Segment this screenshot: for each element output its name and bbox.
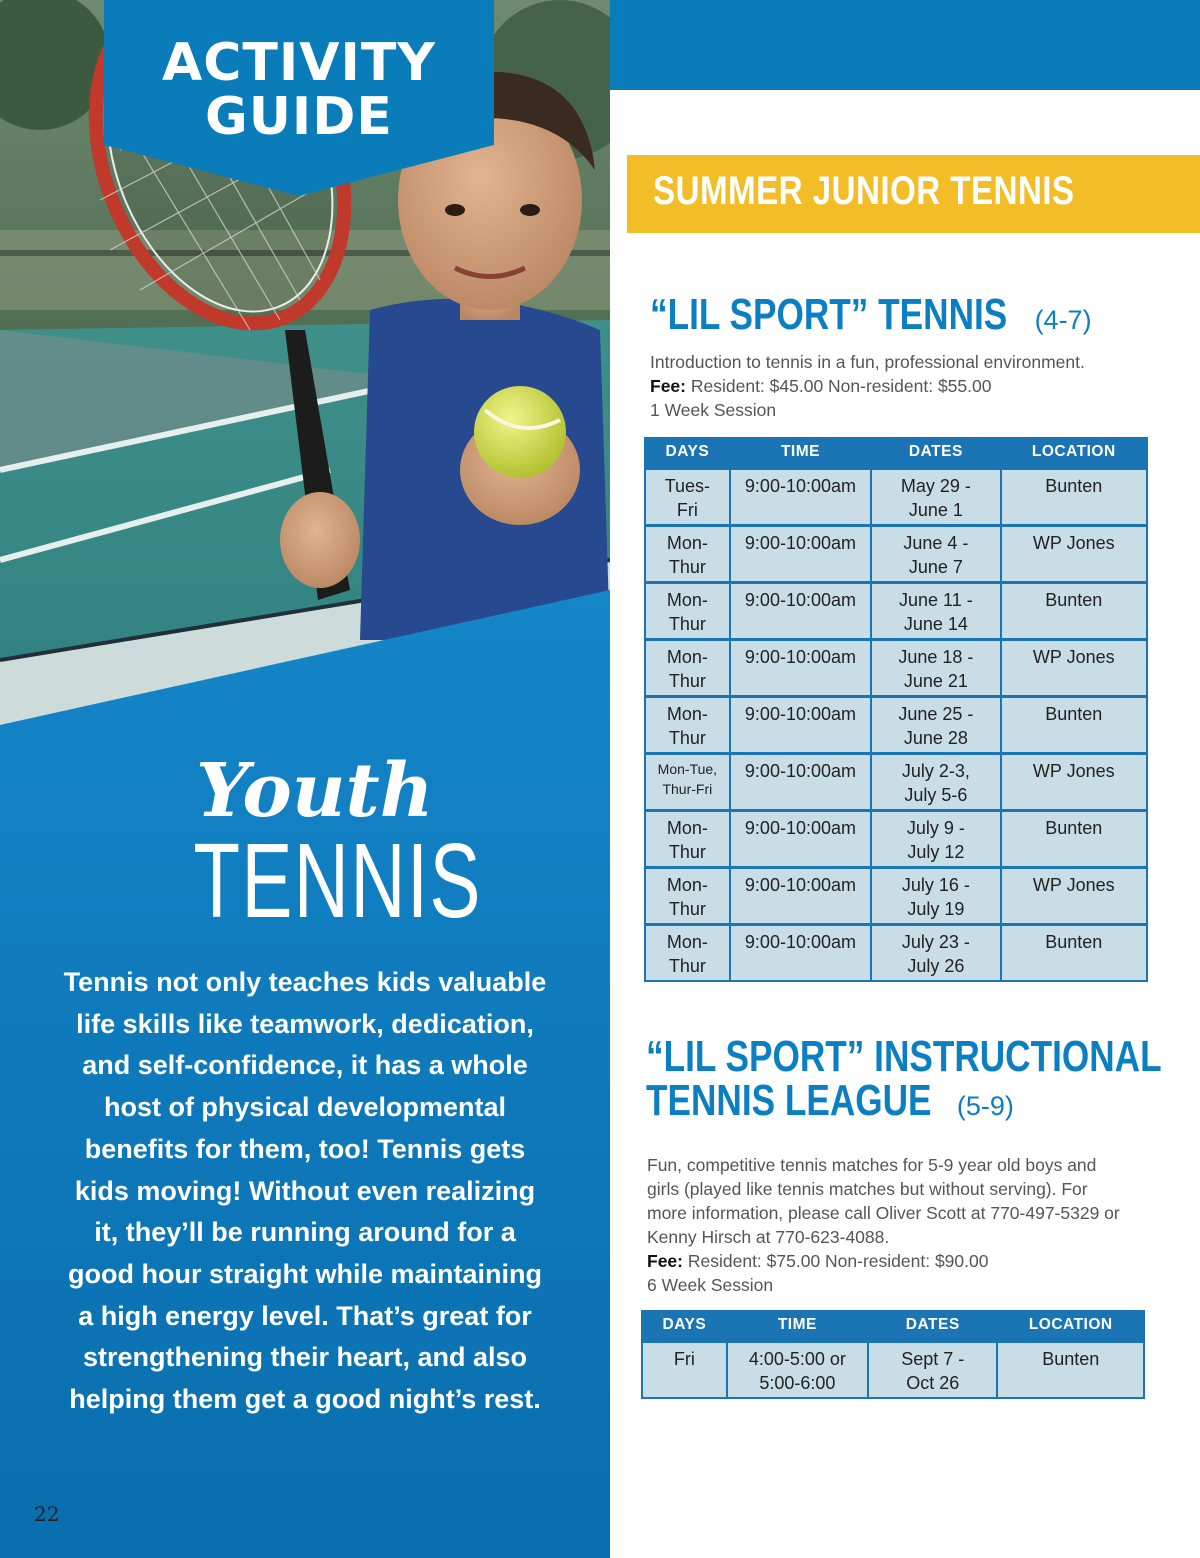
cell-dates-line: July 2-3, — [901, 761, 970, 781]
cell-days — [645, 925, 730, 982]
cell-dates-line: Sept 7 - — [901, 1349, 965, 1369]
cell-days-line: Mon- — [666, 704, 708, 724]
program2-session: 6 Week Session — [647, 1275, 774, 1295]
program2-fee-label: Fee: — [647, 1251, 683, 1271]
cell-time: 9:00-10:00am — [730, 526, 871, 583]
cell-dates — [868, 1342, 997, 1399]
cell-location: WP Jones — [1001, 640, 1147, 697]
cell-dates-line: June 25 - — [898, 704, 974, 724]
col-header-days: DAYS — [645, 437, 730, 469]
table-row — [645, 640, 1147, 697]
cell-dates — [871, 469, 1000, 526]
cell-days-line: Mon- — [666, 932, 708, 952]
intro-paragraph: Tennis not only teaches kids valuable life skills like teamwork, dedication, and self-confidence, it has a whole host of physical developmental benefits for them, too! Tennis gets kids moving! Without even realizing it, they’ll be running around for a good hour straight while maintaining a high energy level. That’s great for strengthening their heart, and also helping them get a good night’s rest. — [63, 967, 547, 1415]
cell-days — [645, 583, 730, 640]
cell-time — [727, 1342, 868, 1399]
cell-days-line: Mon- — [666, 818, 708, 838]
cell-location: Bunten — [1001, 697, 1147, 754]
cell-days — [642, 1342, 727, 1399]
cell-days-line: Thur — [668, 728, 706, 748]
cell-days — [645, 640, 730, 697]
cell-days — [645, 697, 730, 754]
program2-desc-line-1: Fun, competitive tennis matches for 5-9 year old boys and — [647, 1155, 1097, 1175]
cell-dates-line: June 11 - — [899, 590, 973, 610]
col-header-dates: DATES — [868, 1310, 997, 1342]
col-header-days: DAYS — [642, 1310, 727, 1342]
table-row — [645, 811, 1147, 868]
cell-dates-line: July 26 — [907, 956, 965, 976]
cell-dates — [871, 754, 1000, 811]
cell-days-line: Thur — [668, 614, 706, 634]
cell-time-line: 5:00-6:00 — [759, 1373, 836, 1393]
cell-dates-line: May 29 - — [900, 476, 971, 496]
table-header-row — [645, 437, 1147, 469]
badge-line-1: ACTIVITY — [162, 33, 436, 93]
table-row — [645, 526, 1147, 583]
cell-days-line: Tues- — [664, 476, 711, 496]
program1-fee-text: Resident: $45.00 Non-resident: $55.00 — [690, 376, 992, 396]
cell-location: Bunten — [1001, 925, 1147, 982]
cell-location: WP Jones — [1001, 868, 1147, 925]
program2-desc-line-3: more information, please call Oliver Scott at 770-497-5329 or — [647, 1203, 1120, 1223]
cell-days-line: Mon- — [666, 647, 708, 667]
cell-location: Bunten — [1001, 469, 1147, 526]
cell-dates — [871, 925, 1000, 982]
cell-days-line: Thur — [668, 671, 706, 691]
cell-days-line: Thur — [668, 899, 706, 919]
cell-days-line: Mon-Tue, — [657, 761, 718, 777]
program1-fee-label: Fee: — [650, 376, 686, 396]
cell-days-line: Fri — [673, 1349, 695, 1369]
badge-line-2: GUIDE — [205, 87, 393, 147]
program1-session: 1 Week Session — [650, 400, 777, 420]
cell-days — [645, 526, 730, 583]
cell-dates-line: June 7 — [908, 557, 963, 577]
program2-desc-line-4: Kenny Hirsch at 770-623-4088. — [647, 1227, 890, 1247]
program1-info — [650, 350, 1170, 422]
cell-dates-line: July 23 - — [901, 932, 970, 952]
cell-location: Bunten — [997, 1342, 1144, 1399]
cell-days-line: Thur — [668, 956, 706, 976]
cell-location: Bunten — [1001, 583, 1147, 640]
cell-time: 9:00-10:00am — [730, 697, 871, 754]
program1-heading — [650, 290, 1092, 340]
program2-age: (5-9) — [956, 1091, 1014, 1121]
cell-dates-line: June 4 - — [903, 533, 969, 553]
col-header-dates: DATES — [871, 437, 1000, 469]
col-header-location: LOCATION — [1001, 437, 1147, 469]
table-header-row — [642, 1310, 1144, 1342]
cell-dates — [871, 583, 1000, 640]
cell-time-line: 4:00-5:00 or — [748, 1349, 846, 1369]
table-row — [645, 754, 1147, 811]
program1-title: “LIL SPORT” TENNIS — [650, 290, 1008, 339]
cell-days — [645, 469, 730, 526]
tennis-title: TENNIS — [193, 822, 482, 940]
col-header-time: TIME — [730, 437, 871, 469]
page-number-label: 22 — [34, 1502, 60, 1526]
cell-days-line: Mon- — [666, 533, 708, 553]
activity-guide-badge — [104, 0, 494, 200]
cell-dates-line: June 21 — [903, 671, 968, 691]
cell-days-line: Thur — [668, 557, 706, 577]
cell-dates — [871, 697, 1000, 754]
program2-schedule-table — [641, 1310, 1145, 1399]
cell-time: 9:00-10:00am — [730, 754, 871, 811]
cell-dates-line: June 14 — [903, 614, 968, 634]
program1-age: (4-7) — [1034, 305, 1092, 335]
cell-location: Bunten — [1001, 811, 1147, 868]
blue-panel-bottom — [0, 1470, 610, 1558]
cell-location: WP Jones — [1001, 754, 1147, 811]
cell-time: 9:00-10:00am — [730, 925, 871, 982]
cell-days-line: Mon- — [666, 590, 708, 610]
cell-dates — [871, 811, 1000, 868]
cell-days-line: Thur — [668, 842, 706, 862]
cell-days-line: Mon- — [666, 875, 708, 895]
cell-days-line: Fri — [676, 500, 698, 520]
program1-description: Introduction to tennis in a fun, professional environment. — [650, 352, 1085, 372]
cell-dates — [871, 868, 1000, 925]
program2-fee — [647, 1249, 1177, 1273]
cell-time: 9:00-10:00am — [730, 640, 871, 697]
cell-time: 9:00-10:00am — [730, 583, 871, 640]
cell-dates-line: July 9 - — [906, 818, 965, 838]
table-row — [642, 1342, 1144, 1399]
program2-desc-line-2: girls (played like tennis matches but without serving). For — [647, 1179, 1088, 1199]
cell-dates — [871, 526, 1000, 583]
cell-days-line: Thur-Fri — [662, 781, 713, 797]
program2-fee-text: Resident: $75.00 Non-resident: $90.00 — [687, 1251, 989, 1271]
col-header-time: TIME — [727, 1310, 868, 1342]
program1-fee — [650, 374, 1170, 398]
section-header-band — [627, 155, 1200, 233]
cell-days — [645, 754, 730, 811]
youth-script-title: Youth — [196, 748, 434, 834]
cell-time: 9:00-10:00am — [730, 811, 871, 868]
program2-heading — [646, 1032, 1200, 1126]
table-row — [645, 469, 1147, 526]
table-row — [645, 868, 1147, 925]
program2-title-line2: TENNIS LEAGUE — [646, 1076, 932, 1125]
top-color-bar — [610, 0, 1200, 90]
cell-time: 9:00-10:00am — [730, 868, 871, 925]
cell-days — [645, 868, 730, 925]
col-header-location: LOCATION — [997, 1310, 1144, 1342]
cell-dates-line: Oct 26 — [906, 1373, 960, 1393]
cell-dates-line: June 18 - — [898, 647, 974, 667]
section-title: SUMMER JUNIOR TENNIS — [653, 169, 1075, 213]
cell-days — [645, 811, 730, 868]
cell-dates-line: July 5-6 — [904, 785, 968, 805]
cell-dates — [871, 640, 1000, 697]
table-row — [645, 925, 1147, 982]
cell-time: 9:00-10:00am — [730, 469, 871, 526]
table-row — [645, 583, 1147, 640]
cell-dates-line: June 1 — [908, 500, 963, 520]
cell-location: WP Jones — [1001, 526, 1147, 583]
program1-schedule-table — [644, 437, 1148, 982]
table-row — [645, 697, 1147, 754]
cell-dates-line: June 28 — [903, 728, 968, 748]
program2-title-line1: “LIL SPORT” INSTRUCTIONAL — [646, 1032, 1162, 1081]
program2-info — [647, 1153, 1177, 1297]
cell-dates-line: July 16 - — [901, 875, 970, 895]
cell-dates-line: July 12 — [907, 842, 965, 862]
cell-dates-line: July 19 — [907, 899, 965, 919]
